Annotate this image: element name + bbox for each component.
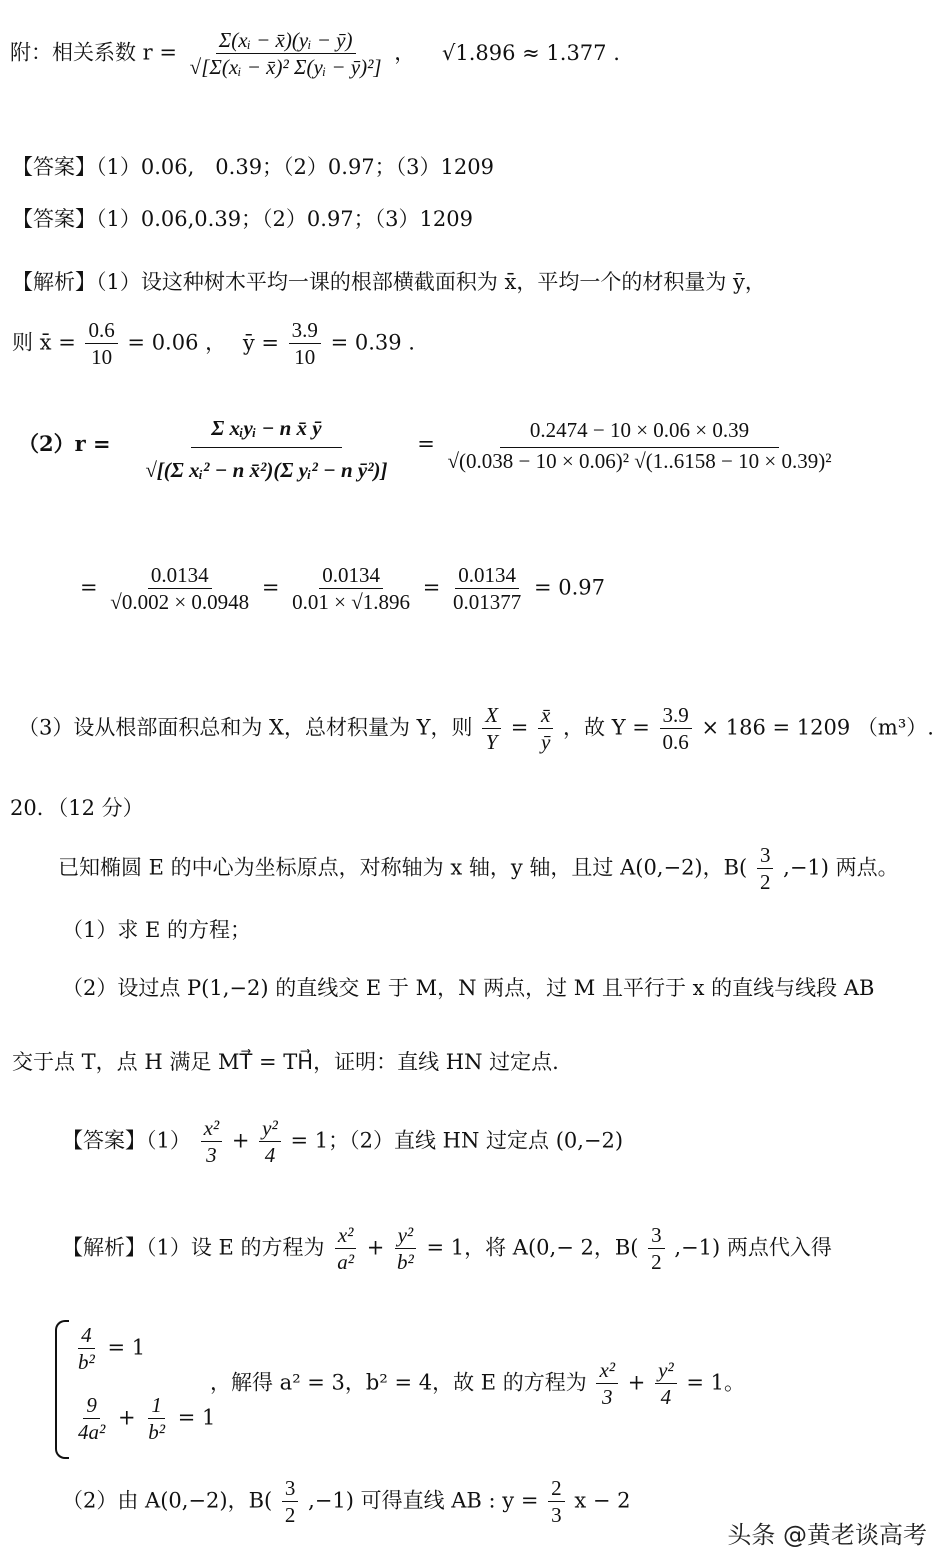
analysis-part1-calc xyxy=(12,320,415,368)
part3-frac2-num: x̄ xyxy=(538,705,553,729)
x-result: = 0.06 ， xyxy=(127,330,227,355)
analysis-part2-line1: （2）r = $\frac{\text{Σ xᵢyᵢ − n x̄ ȳ}}{\text{√[(Σ xᵢ² − n x̄²)(Σ yᵢ² − n ȳ²)]}}$ = $\frac{0.2474 - 10 \times 0.06 \times 0.39}{\text{√(0.038 − 10 × 0.06)² √(1..6158 − 10 × 0.39)²}}$ xyxy=(18,410,838,481)
q20-number: 20．（12 分） xyxy=(10,796,144,820)
q20-analysis-frac2-den: b² xyxy=(397,1250,414,1274)
watermark: 头条 @黄老谈高考 xyxy=(727,1521,927,1549)
q20-answer-frac2 xyxy=(259,1118,281,1166)
system-result-frac1-num: x² xyxy=(596,1360,618,1384)
q20-part2-frac2-den: 3 xyxy=(551,1503,562,1527)
p2-frac-1 xyxy=(107,565,252,613)
q20-part2-frac xyxy=(282,1478,299,1526)
part2-result: = 0.97 xyxy=(533,575,605,600)
q20-part2-end: x − 2 xyxy=(574,1488,631,1513)
part3-mid: ，故 Y = xyxy=(563,715,650,740)
part2-eq-den: √(0.038 − 10 × 0.06)² √(1..6158 − 10 × 0.39)² xyxy=(447,448,832,473)
p2-frac-2-num: 0.0134 xyxy=(319,565,383,589)
system-result-end: = 1。 xyxy=(686,1370,746,1395)
q20-part2-frac2-num: 2 xyxy=(548,1478,565,1502)
system-result-frac2 xyxy=(655,1360,677,1408)
part3-frac2 xyxy=(538,705,553,753)
system-eq2-frac-a xyxy=(75,1395,108,1443)
y-result: = 0.39 . xyxy=(330,330,415,355)
q20-part2-frac-num: 3 xyxy=(282,1478,299,1502)
q20-analysis-frac1 xyxy=(334,1225,357,1273)
q20-analysis-prefix: 【解析】（1）设 E 的方程为 xyxy=(62,1235,325,1260)
q20-stem-frac-num: 3 xyxy=(757,845,774,869)
system-eq2-frac-b xyxy=(145,1395,168,1443)
system-eq1-rhs: = 1 xyxy=(107,1335,146,1360)
system-eq2-b-num: 1 xyxy=(148,1395,165,1419)
system-result-frac2-num: y² xyxy=(655,1360,677,1384)
p2-frac-1-num: 0.0134 xyxy=(148,565,212,589)
system-result: ，解得 a² = 3，b² = 4，故 E 的方程为 $\frac{\text{x²}}{3}$ + $\frac{\text{y²}}{4}$ = 1。 xyxy=(210,1358,746,1409)
correlation-numerator: Σ(xᵢ − x̄)(yᵢ − ȳ) xyxy=(216,30,356,54)
q20-answer-frac1-den: 3 xyxy=(206,1143,217,1167)
system-result-frac2-den: 4 xyxy=(660,1385,672,1409)
q20-answer-frac1-num: x² xyxy=(201,1118,223,1142)
p2-frac-2-den: 0.01 × √1.896 xyxy=(292,590,411,614)
q20-answer: 【答案】（1） $\frac{\text{x²}}{3}$ + $\frac{\text{y²}}{4}$ = 1；（2）直线 HN 过定点 (0,−2) xyxy=(62,1116,624,1167)
q20-part2-frac-den: 2 xyxy=(284,1503,296,1527)
answer-q19-a: 【答案】（1）0.06, 0.39；（2）0.97；（3）1209 xyxy=(12,155,494,179)
part2-eq-fraction xyxy=(445,417,835,473)
sqrt-note: √1.896 ≈ 1.377 . xyxy=(441,40,620,65)
q20-sub2-cont: 交于点 T，点 H 满足 MT⃗ = TH⃗，证明：直线 HN 过定点. xyxy=(12,1050,559,1074)
p2-frac-3-num: 0.0134 xyxy=(455,565,519,589)
q20-stem-text: 已知椭圆 E 的中心为坐标原点，对称轴为 x 轴，y 轴，且过 A(0,−2)，B( xyxy=(58,855,748,880)
q20-answer-frac2-num: y² xyxy=(259,1118,281,1142)
q20-analysis-frac3-num: 3 xyxy=(648,1225,665,1249)
y-prefix: ȳ = xyxy=(242,330,279,355)
q20-analysis-frac1-den: a² xyxy=(337,1250,355,1274)
q20-answer-rest: = 1；（2）直线 HN 过定点 (0,−2) xyxy=(290,1128,624,1153)
system-brace xyxy=(55,1320,69,1459)
answer-q19-b: 【答案】（1）0.06,0.39；（2）0.97；（3）1209 xyxy=(12,207,473,231)
system-eq2-rhs: = 1 xyxy=(177,1405,216,1430)
analysis-part2-line2: = $\frac{0.0134}{√0.002 \times 0.0948}$ = $\frac{0.0134}{0.01 \times √1.896}$ = $\frac{0.0134}{0.01377}$ = 0.97 xyxy=(80,563,605,614)
part2-label: （2）r = xyxy=(18,431,111,456)
q20-part2-line xyxy=(62,1478,630,1526)
q20-analysis-frac3-den: 2 xyxy=(651,1250,662,1274)
y-frac-num: 3.9 xyxy=(289,320,321,344)
q20-analysis-frac2 xyxy=(394,1225,417,1273)
part3-frac3-den: 0.6 xyxy=(662,730,689,754)
q20-part2-frac2 xyxy=(548,1478,565,1526)
q20-part2-mid: ,−1) 可得直线 AB : y = xyxy=(308,1488,539,1513)
calc-prefix: 则 x̄ = xyxy=(12,330,76,355)
q20-analysis-mid: = 1，将 A(0,− 2，B( xyxy=(426,1235,639,1260)
q20-analysis-frac3 xyxy=(648,1225,665,1273)
part3-frac3 xyxy=(660,705,692,753)
q20-sub1: （1）求 E 的方程； xyxy=(62,918,252,942)
part3-frac1 xyxy=(482,705,501,753)
part3-frac3-num: 3.9 xyxy=(660,705,692,729)
system-result-frac1-den: 3 xyxy=(602,1385,613,1409)
analysis-part1-text: 【解析】（1）设这种树木平均一课的根部横截面积为 x̄，平均一个的材积量为 ȳ， xyxy=(12,270,766,294)
system-eq1 xyxy=(72,1325,145,1373)
correlation-fraction xyxy=(187,30,385,78)
q20-analysis-end: ,−1) 两点代入得 xyxy=(674,1235,832,1260)
system-eq2-b-den: b² xyxy=(148,1420,166,1444)
p2-frac-3-den: 0.01377 xyxy=(453,590,522,614)
part2-num: Σ xᵢyᵢ − n x̄ ȳ xyxy=(191,410,341,448)
q20-part2-prefix: （2）由 A(0,−2)，B( xyxy=(62,1488,273,1513)
q20-answer-prefix: 【答案】（1） xyxy=(62,1128,191,1153)
x-frac-num: 0.6 xyxy=(85,320,117,344)
system-eq1-num: 4 xyxy=(78,1325,95,1349)
x-frac-den: 10 xyxy=(91,345,113,369)
q20-stem-frac-den: 2 xyxy=(759,870,771,894)
part2-fraction xyxy=(125,410,407,481)
q20-stem xyxy=(58,845,899,893)
system-eq2-a-num: 9 xyxy=(83,1395,100,1419)
p2-frac-2 xyxy=(289,565,413,613)
part3-text: （3）设从根部面积总和为 X，总材积量为 Y，则 xyxy=(18,715,473,740)
system-result-prefix: ，解得 a² = 3，b² = 4，故 E 的方程为 xyxy=(210,1370,587,1395)
analysis-part3: （3）设从根部面积总和为 X，总材积量为 Y，则 $\frac{X}{Y}$ = $\frac{x̄}{ȳ}$ ，故 Y = $\frac{3.9}{0.6}$ × 186 = 1209 （m³）. xyxy=(18,703,934,754)
correlation-denominator: √[Σ(xᵢ − x̄)² Σ(yᵢ − ȳ)²] xyxy=(189,55,382,79)
q20-analysis-frac1-num: x² xyxy=(335,1225,357,1249)
q20-analysis: 【解析】（1）设 E 的方程为 $\frac{\text{x²}}{\text{a²}}$ + $\frac{\text{y²}}{\text{b²}}$ = 1，将 A(0,− 2，B( $\frac{3}{2}$ ,−1) 两点代入得 xyxy=(62,1223,832,1274)
system-eq2: $\frac{9}{\text{4a²}}$ + $\frac{1}{\text{b²}}$ = 1 xyxy=(72,1395,215,1443)
q20-answer-frac1 xyxy=(201,1118,223,1166)
q20-stem-end: ,−1) 两点。 xyxy=(783,855,899,880)
appendix-formula: 附：相关系数 r = $\frac{\text{Σ(xᵢ − x̄)(yᵢ − ȳ)}}{\text{√[Σ(xᵢ − x̄)² Σ(yᵢ − ȳ)²]}}$ ， √1.896 ≈ 1.377 . xyxy=(10,28,620,79)
q20-analysis-frac2-num: y² xyxy=(395,1225,417,1249)
system-result-frac1 xyxy=(596,1360,618,1408)
x-fraction xyxy=(85,320,117,368)
part3-frac1-den: Y xyxy=(485,730,498,754)
appendix-prefix: 附：相关系数 r = xyxy=(10,40,177,65)
q20-sub2: （2）设过点 P(1,−2) 的直线交 E 于 M，N 两点，过 M 且平行于 x 的直线与线段 AB xyxy=(62,976,875,1000)
system-eq1-frac xyxy=(75,1325,98,1373)
p2-frac-3 xyxy=(450,565,524,613)
part3-frac2-den: ȳ xyxy=(541,730,551,754)
y-frac-den: 10 xyxy=(294,345,316,369)
q20-stem-frac xyxy=(757,845,774,893)
system-eq1-den: b² xyxy=(78,1350,95,1374)
part3-result: × 186 = 1209 （m³）. xyxy=(701,715,934,740)
p2-frac-1-den: √0.002 × 0.0948 xyxy=(110,590,250,614)
part2-den: √[(Σ xᵢ² − n x̄²)(Σ yᵢ² − n ȳ²)] xyxy=(145,458,388,482)
system-eq2-a-den: 4a² xyxy=(78,1420,106,1444)
part3-frac1-num: X xyxy=(482,705,501,729)
part2-eq-num: 0.2474 − 10 × 0.06 × 0.39 xyxy=(500,420,779,448)
y-fraction xyxy=(289,320,321,368)
q20-answer-frac2-den: 4 xyxy=(264,1143,276,1167)
